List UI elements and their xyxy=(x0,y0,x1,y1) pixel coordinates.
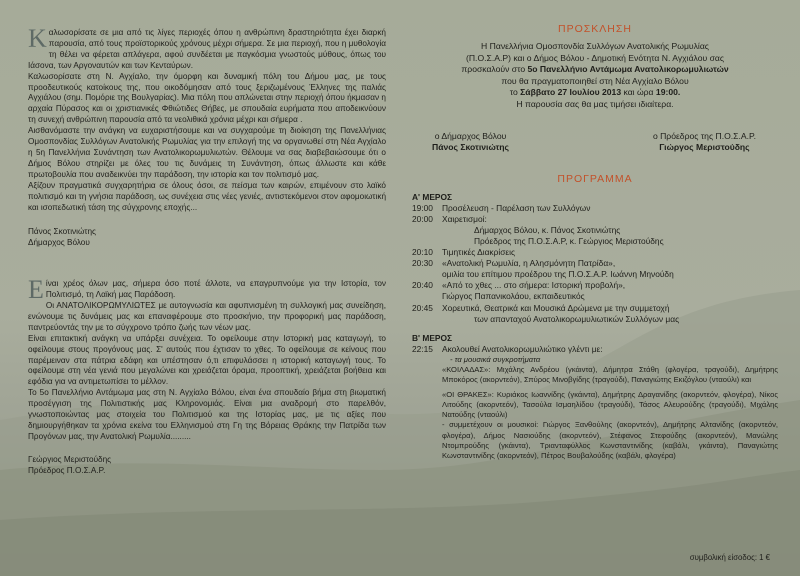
continuity-paragraph: Είναι επιτακτική ανάγκη να υπάρξει συνέχεια. Το οφείλουμε στην Ιστορική μας καταγωγή, το οφείλουμε στους προγόνους μας. Σ' αυτούς που έχτισαν το χθες. Το οφείλουμε σε κείνους που παρέμειναν στα πάτρια εδάφη και υπέστησαν ό,τι επιφυλάσσει η ιστορική καταγωγή τους. Το οφείλουμε στη νέα γενιά που μεγαλώνει και χρειάζεται όραμα, προοπτική, χρειάζεται βοήθεια και εφόδια για να αντιμετωπίσει το μέλλον. xyxy=(28,333,386,387)
schedule-row-2: 20:10 Τιμητικές Διακρίσεις xyxy=(412,247,516,258)
band-koiladas: «ΚΟΙΛΑΔΑΣ»: Μιχάλης Ανδρέου (γκάιντα), Δήμητρα Στάθη (φλογέρα, τραγούδι), Δημήτρης Μποκόρος (ακορντεόν), Σπύρος Μινοβγίδης (τραγούδι), Παναγιώτης Εκιζόγλου (νταούλι) και xyxy=(442,364,778,385)
musicians-list: - συμμετέχουν οι μουσικοί: Γιώργος Ξανθούλης (ακορντεόν), Δημήτρης Αλτανίδης (ακορντεόν, φλογέρα), Δήμος Νασιούδης (ακορντεόν), Στέφανος Στεφούδης (ακορντεόν), Μανώλης Ντομπρούδης (γκάιντα), Τριανταφύλλος Κωνσταντινίδης (καβάλι, γκάιντα), Παναγιώτης Κωνσταντινίδης (ακορντεόν), Πέτρος Βουβαλούδης (καβάλι, φλογέρα) xyxy=(442,420,778,461)
president-signature-role: Πρόεδρος Π.Ο.Σ.Α.Ρ. xyxy=(28,465,106,475)
welcome-paragraph-2: Καλωσορίσατε στη Ν. Αγχίαλο, την όμορφη και δυναμική πόλη του Δήμου μας, με τους προοδευτικούς κατοίκους της, που οικοδόμησαν από τους ξεριζωμένους Έλληνες της παλιάς Αγχιάλου (σημ. Πομόριε της Βουλγαρίας). Μια πόλη που απλώνεται στην περιοχή όπου ήκμασαν η αρχαία Πύρασος και οι χριστιανικές Φθιώτιδες Θήβες, με σπουδαία ευρήματα που αποδεικνύουν τη συνεχή ανθρώπινη παρουσία από τα νεολιθικά χρόνια μέχρι και σήμερα . xyxy=(28,71,386,125)
part-b-label: Β' ΜΕΡΟΣ xyxy=(412,332,453,343)
program-heading: ΠΡΟΓΡΑΜΜΑ xyxy=(557,172,633,185)
dropcap-e: Ε xyxy=(28,275,44,305)
schedule-row-4: 20:40 «Από το χθες ... στο σήμερα: Ιστορική προβολή», Γιώργος Παπανικολάου, εκπαιδευτικός xyxy=(412,280,626,302)
part-b-row: 22:15 Ακολουθεί Ανατολικορωμυλιώτικο γλέντι με: - τα μουσικά συγκροτήματα «ΚΟΙΛΑΔΑΣ»: Μιχάλης Ανδρέου (γκάιντα), Δήμητρα Στάθη (φλογέρα, τραγούδι), Δημήτρης Μποκόρος (ακορντεόν), Σπύρος Μινοβγίδης (τραγούδι), Παναγιώτης Εκιζόγλου (νταούλι) και «ΟΙ ΘΡΑΚΕΣ»: Κυριάκος Ιωαννίδης (γκάιντα), Δημήτρης Δραγανίδης (ακορντεόν, φλογέρα), Νίκος Λιτούδης (ακορντεόν), Τασούλα Ισμαηλίδου (τραγούδι), Τάσος Αλευρούδης (τραγούδι), Μιχάλης Νατούδης (νταούλι) - συμμετέχουν οι μουσικοί: Γιώργος Ξανθούλης (ακορντεόν), Δημήτρης Αλτανίδης (ακορντεόν, φλογέρα), Δήμος Νασιούδης (ακορντεόν), Στέφανος Στεφούδης (ακορντεόν), Μανώλης Ντομπρούδης (γκάιντα), Τριανταφύλλος Κωνσταντινίδης (καβάλι, γκάιντα), Παναγιώτης Κωνσταντινίδης (ακορντεόν), Πέτρος Βουβαλούδης (καβάλι, φλογέρα) xyxy=(412,343,778,461)
mayor-signature-role: Δήμαρχος Βόλου xyxy=(28,238,90,248)
congrats-paragraph: Αξίζουν πραγματικά συγχαρητήρια σε όλους όσοι, σε πείσμα των καιρών, επιμένουν στο λαϊκό πολιτισμό και τη γνήσια παράδοση, ως συνέχεια στις νέες γενιές, αντιστεκόμενοι στον αφομοιωτική και ισοπεδωτική τάση της σύγχρονης εποχής... xyxy=(28,180,386,212)
right-column xyxy=(412,22,778,462)
schedule-row-0: 19:00 Προσέλευση - Παρέλαση των Συλλόγων xyxy=(412,202,591,213)
duty-paragraph: Είναι χρέος όλων μας, σήμερα όσο ποτέ άλλοτε, να επαγρυπνούμε για την Ιστορία, τον Πολιτισμό, τη Λαϊκή μας Παράδοση. xyxy=(28,275,386,305)
schedule-row-5: 20:45 Χορευτικά, Θεατρικά και Μουσικά Δρώμενα με την συμμετοχή των απανταχού Ανατολικορωμυλιωτικών Συλλόγων μας xyxy=(412,302,680,324)
part-a-label: Α' ΜΕΡΟΣ xyxy=(412,191,453,202)
dropcap-k: Κ xyxy=(28,24,47,53)
invitation-signatures xyxy=(412,131,778,154)
thanks-paragraph: Αισθανόμαστε την ανάγκη να ευχαριστήσουμε και να συγχαρούμε τη διοίκηση της Πανελλήνιας Ομοσπονδίας Συλλόγων Ανατολικής Ρωμυλίας για την επιλογή της να οργανωθεί στη Νέα Αγχίαλο η 5η Πανελλήνια Συνάντηση των Ανατολικορωμυλιωτών. Θέλουμε να σας διαβεβαιώσουμε ότι ο Δήμος Βόλου στηρίζει με όλες του τις δυνάμεις τη Συνάντηση, όπως άλλωστε και κάθε πρωτοβουλία που αναδεικνύει την παράδοση, την ιστορία και τον πολιτισμό μας. xyxy=(28,126,386,179)
invitation-heading: ΠΡΟΣΚΛΗΣΗ xyxy=(558,23,632,35)
band-thrakes: «ΟΙ ΘΡΑΚΕΣ»: Κυριάκος Ιωαννίδης (γκάιντα), Δημήτρης Δραγανίδης (ακορντεόν, φλογέρα), Νίκος Λιτούδης (ακορντεόν), Τασούλα Ισμαηλίδου (τραγούδι), Τάσος Αλευρούδης (τραγούδι), Μιχάλης Νατούδης (νταούλι) xyxy=(442,389,778,420)
left-column xyxy=(28,24,386,477)
entry-price: συμβολική είσοδος: 1 € xyxy=(689,553,770,562)
mayor-block: ο Δήμαρχος Βόλου Πάνος Σκοτινιώτης xyxy=(432,130,510,153)
president-block: ο Πρόεδρος της Π.Ο.Σ.Α.Ρ. Γιώργος Μεριστούδης xyxy=(652,130,756,153)
schedule-row-3: 20:30 «Ανατολική Ρωμυλία, η Αλησμόνητη Πατρίδα», ομιλία του επίτιμου προέδρου της Π.Ο.Σ.Α.Ρ. Ιωάννη Μηνούδη xyxy=(412,258,674,280)
president-signature-name: Γεώργιος Μεριστούδης xyxy=(28,454,112,464)
union-paragraph: Οι ΑΝΑΤΟΛΙΚΟΡΩΜΥΛΙΩΤΕΣ με αυτογνωσία και αφυπνισμένη τη συλλογική μας συνείδηση, ενώνουμε τις δυνάμεις μας και επαναφέρουμε στο προσκήνιο, την προφορική μας παράδοση, παντρεύοντάς την με το σύγχρονο τρόπο ζωής των νέων μας. xyxy=(28,301,386,332)
part-a-schedule xyxy=(412,203,778,325)
schedule-row-1: 20:00 Χαιρετισμοί: Δήμαρχος Βόλου, κ. Πάνος Σκοτινιώτης Πρόεδρος της Π.Ο.Σ.Α.Ρ, κ. Γεώργιος Μεριστούδης xyxy=(412,213,664,246)
event-paragraph: Το 5ο Πανελλήνιο Αντάμωμα μας στη Ν. Αγχίαλο Βόλου, είναι ένα σπουδαίο βήμα στη βιωματική προσέγγιση της Πολιτιστικής μας Κληρονομιάς. Είναι μια αναδρομή στο παρελθόν, γνωστοποιώντας μας στοιχεία του Πολιτισμού και της Ιστορίας μας, με τις αξίες που δημιουργήθηκαν τα χρόνια εκείνα του Ελληνισμού στη Γη της Βόρειας Θράκης την Πατρίδα των Προγόνων μας, την Ανατολική Ρωμυλία......... xyxy=(28,388,386,441)
mayor-signature-name: Πάνος Σκοτινιώτης xyxy=(28,227,96,237)
invitation-text: Η Πανελλήνια Ομοσπονδία Συλλόγων Ανατολικής Ρωμυλίας (Π.Ο.Σ.Α.Ρ) και ο Δήμος Βόλου - Δημοτική Ενότητα Ν. Αγχιάλου σας προσκαλούν στο 5ο Πανελλήνιο Αντάμωμα Ανατολικορωμυλιωτών που θα πραγματοποιηθεί στη Νέα Αγχίαλο Βόλου το Σάββατο 27 Ιουλίου 2013 και ώρα 19:00. Η παρουσία σας θα μας τιμήσει ιδιαίτερα. xyxy=(461,41,729,109)
welcome-paragraph: Καλωσορίσατε σε μια από τις λίγες περιοχές όπου η ανθρώπινη δραστηριότητα έχει διαρκή παρουσία, από τους προϊστορικούς χρόνους μέχρι σήμερα. Σε μια περιοχή, που η μυθολογία τη θέλει να φέρεται απλάγερα, αφού συνδέεται με παγκόσμια γνωστούς μύθους, όπως του Ιάσονα, των Αργοναυτών και των Κενταύρων. xyxy=(28,24,386,70)
